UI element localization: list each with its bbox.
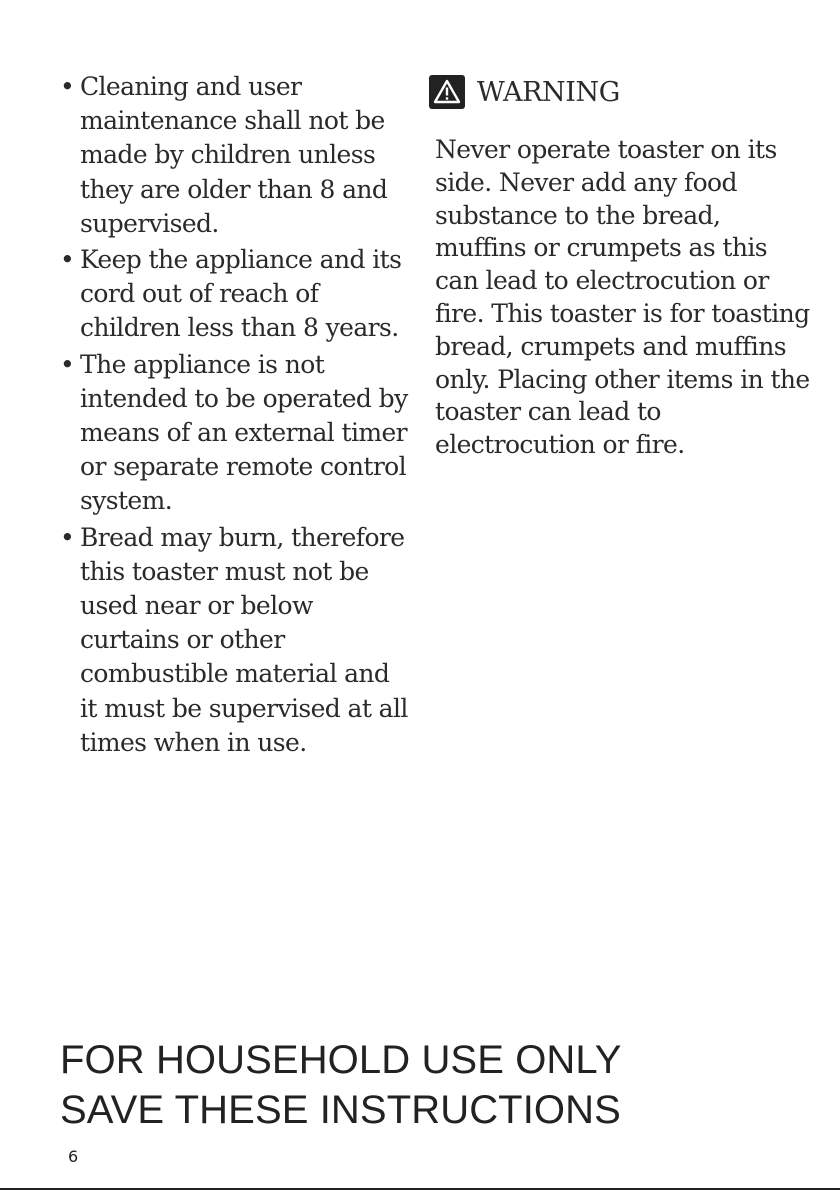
footer-line-household: FOR HOUSEHOLD USE ONLY [60,1038,622,1082]
safety-bullet-list [58,70,408,762]
bullet-marker: • [60,349,75,379]
bottom-rule [0,1188,840,1190]
warning-text: Never operate toaster on its side. Never add any food substance to the bread, muffins or crumpets as this can lead to electrocution or fire. This toaster is for toasting bread, crumpets and muffins only. Placing other items in the toaster can lead to electrocution or fire. [435,135,810,460]
bullet-item-reach [58,243,408,346]
bullet-text: Bread may burn, therefore this toaster must not be used near or below curtains or other combustible material and it must be supervised at all times when in use. [80,522,408,757]
bullet-text: Cleaning and user maintenance shall not be made by children unless they are older than 8 and supervised. [80,72,388,238]
warning-triangle-icon [429,75,465,109]
footer-notice [60,1035,622,1135]
footer-line-instructions: SAVE THESE INSTRUCTIONS [60,1088,621,1132]
warning-section [435,72,815,462]
bullet-marker: • [60,72,75,101]
bullet-marker: • [60,245,75,275]
bullet-item-burn [58,521,408,760]
bullet-text: The appliance is not intended to be operated by means of an external timer or separate remote control system. [80,349,408,516]
bullet-item-cleaning [58,70,408,241]
bullet-item-timer [58,348,408,519]
page-number: 6 [68,1147,79,1166]
bullet-text: Keep the appliance and its cord out of reach of children less than 8 years. [80,245,402,343]
warning-header [435,72,815,112]
bullet-marker: • [60,522,75,552]
warning-title: WARNING [477,76,620,108]
